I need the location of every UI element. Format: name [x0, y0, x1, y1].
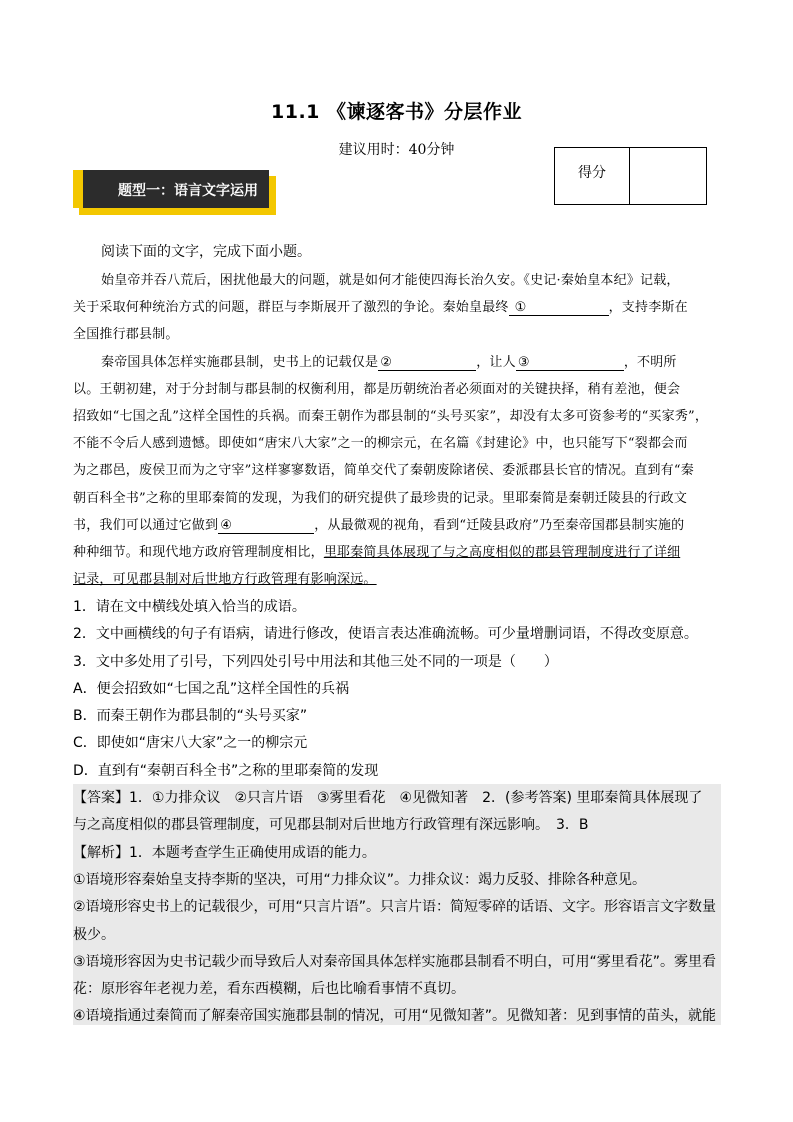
underlined-sentence-end: 记录，可见郡县制对后世地方行政管理有影响深远。: [73, 572, 377, 587]
passage-line: 招致如“七国之乱”这样全国性的兵祸。而秦王朝作为郡县制的“头号买家”，却没有太多可资参考的“买家秀”，: [73, 409, 709, 424]
passage-line: 以。王朝初建，对于分封制与郡县制的权衡利用，都是历朝统治者必须面对的关键抉择，稍有差池，便会: [73, 382, 681, 397]
answer-line: 与之高度相似的郡县管理制度，可见郡县制对后世地方行政管理有深远影响。 3．B: [73, 817, 589, 833]
analysis-line: ①语境形容秦始皇支持李斯的坚决，可用“力排众议”。力排众议：竭力反驳、排除各种意见。: [73, 872, 647, 888]
question-1: 1．请在文中横线处填入恰当的成语。: [73, 599, 306, 615]
blank-3[interactable]: ③: [516, 355, 624, 371]
option-a[interactable]: A．便会招致如“七国之乱”这样全国性的兵祸: [73, 681, 350, 697]
score-label: 得分: [555, 148, 630, 204]
score-box: [554, 147, 707, 205]
option-c[interactable]: C．即使如“唐宋八大家”之一的柳宗元: [73, 735, 308, 751]
suggested-time: 建议用时：40分钟: [338, 142, 455, 158]
passage-line: 全国推行郡县制。: [73, 327, 179, 342]
analysis-line: 花：原形容年老视力差，看东西模糊，后也比喻看事情不真切。: [73, 981, 465, 997]
passage-line: 书，我们可以通过它做到 ④ ，从最微观的视角，看到“迁陵县政府”乃至秦帝国郡县制实施的: [73, 518, 685, 533]
answer-line: 【答案】1．①力排众议 ②只言片语 ③雾里看花 ④见微知著 2．(参考答案) 里耶秦简具体展现了: [73, 790, 703, 806]
passage-line: 为之郡邑，废侯卫而为之守宰”这样寥寥数语，简单交代了秦朝废除诸侯、委派郡县长官的情况。直到有“秦: [73, 463, 694, 478]
score-value-cell: [630, 148, 706, 204]
blank-4[interactable]: ④: [218, 518, 314, 534]
analysis-line: ②语境形容史书上的记载很少，可用“只言片语”。只言片语：简短零碎的话语、文字。形容语言文字数量: [73, 899, 717, 915]
passage-line: 始皇帝并吞八荒后，困扰他最大的问题，就是如何才能使四海长治久安。《史记·秦始皇本纪》记载，: [101, 273, 680, 288]
analysis-line: ④语境指通过秦简而了解秦帝国实施郡县制的情况，可用“见微知著”。见微知著：见到事情的苗头，就能: [73, 1008, 717, 1024]
passage-line: 关于采取何种统治方式的问题，群臣与李斯展开了激烈的争论。秦始皇最终 ① ，支持李斯在: [73, 300, 688, 315]
reading-intro: 阅读下面的文字，完成下面小题。: [101, 244, 311, 260]
blank-1[interactable]: ①: [509, 300, 609, 316]
banner-label: 题型一：语言文字运用: [118, 183, 258, 199]
analysis-line: 【解析】1．本题考查学生正确使用成语的能力。: [73, 845, 376, 861]
passage-line: 种种细节。和现代地方政府管理制度相比，里耶秦简具体展现了与之高度相似的郡县管理制度进行了详细: [73, 545, 681, 560]
question-2: 2．文中画横线的句子有语病，请进行修改，使语言表达准确流畅。可少量增删词语，不得改变原意。: [73, 626, 698, 642]
blank-2[interactable]: ②: [378, 355, 476, 371]
underlined-sentence: 里耶秦简具体展现了与之高度相似的郡县管理制度进行了详细: [323, 545, 681, 560]
option-b[interactable]: B．而秦王朝作为郡县制的“头号买家”: [73, 708, 308, 724]
analysis-line: ③语境形容因为史书记载少而导致后人对秦帝国具体怎样实施郡县制看不明白，可用“雾里看花”。雾里看: [73, 954, 717, 970]
question-3: 3．文中多处用了引号，下列四处引号中用法和其他三处不同的一项是（ ）: [73, 654, 558, 670]
section-banner: [73, 170, 276, 215]
passage-line: 不能不令后人感到遗憾。即使如“唐宋八大家”之一的柳宗元，在名篇《封建论》中，也只能写下“裂都会而: [73, 436, 688, 451]
passage-line: 秦帝国具体怎样实施郡县制，史书上的记载仅是 ② ，让人 ③ ，不明所: [101, 355, 677, 370]
passage-line: 朝百科全书”之称的里耶秦简的发现，为我们的研究提供了最珍贵的记录。里耶秦简是秦朝迁陵县的行政文: [73, 491, 688, 506]
option-d[interactable]: D．直到有“秦朝百科全书”之称的里耶秦简的发现: [73, 763, 379, 779]
analysis-line: 极少。: [73, 927, 115, 943]
page-title: 11.1 《谏逐客书》分层作业: [271, 101, 522, 123]
passage-line: [73, 568, 377, 587]
